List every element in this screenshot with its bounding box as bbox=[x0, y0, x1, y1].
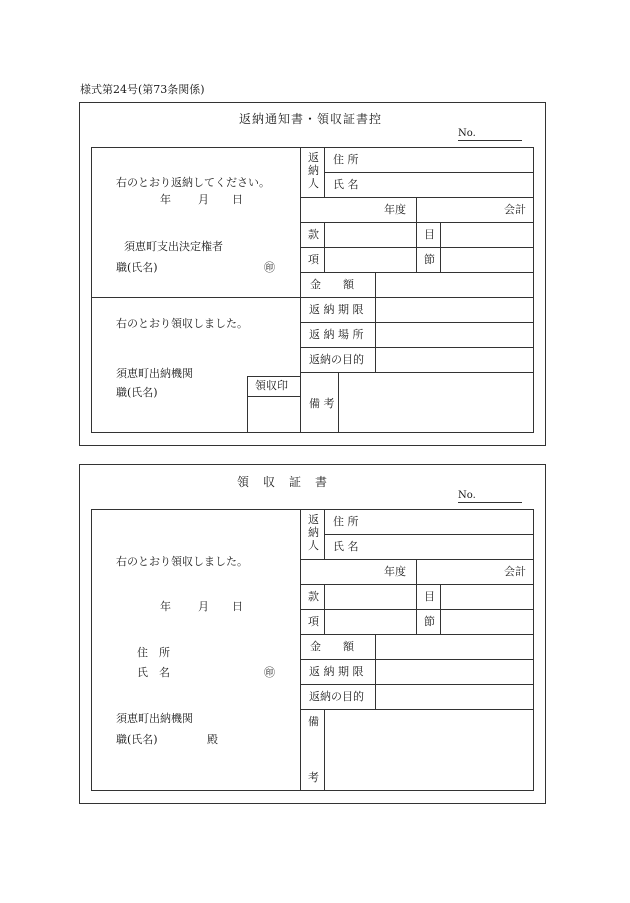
top-kaikei-label: 会計 bbox=[504, 203, 526, 216]
bottom-r-vsplit-moku bbox=[440, 584, 441, 634]
top-r-vsplit-mid bbox=[416, 197, 417, 272]
top-seal-box-left bbox=[247, 376, 248, 433]
top-henno-char3: 人 bbox=[308, 177, 319, 190]
bottom-r-vsplit-labels bbox=[375, 634, 376, 709]
top-receiver: 須恵町出納機関 bbox=[116, 367, 193, 380]
top-r-line2 bbox=[300, 197, 534, 198]
top-deadline-label: 返 納 期 限 bbox=[309, 303, 364, 316]
bottom-r-line8 bbox=[300, 709, 534, 710]
bottom-r-line5 bbox=[300, 634, 534, 635]
bottom-date-day: 日 bbox=[232, 600, 243, 613]
bottom-divider bbox=[300, 509, 301, 791]
top-issuer-title: 職(氏名) bbox=[116, 261, 158, 274]
top-seal-mark-icon: ㊞ bbox=[264, 261, 275, 274]
bottom-henno-char3: 人 bbox=[308, 539, 319, 552]
bottom-r-line4 bbox=[300, 609, 534, 610]
bottom-form-number-line bbox=[458, 502, 522, 503]
bottom-dono: 殿 bbox=[207, 733, 218, 746]
bottom-kaikei-label: 会計 bbox=[504, 565, 526, 578]
bottom-form-title: 領 収 証 書 bbox=[237, 475, 329, 489]
bottom-moku-label: 目 bbox=[424, 590, 435, 603]
top-henno-char1: 返 bbox=[308, 151, 319, 164]
top-r-line6 bbox=[300, 297, 534, 298]
top-receipt-text: 右のとおり領収しました。 bbox=[116, 317, 248, 330]
bottom-r-vsplit-kan bbox=[324, 584, 325, 634]
top-setsu-label: 節 bbox=[424, 253, 435, 266]
bottom-setsu-label: 節 bbox=[424, 615, 435, 628]
top-date-day: 日 bbox=[232, 193, 243, 206]
bottom-name-label: 氏 名 bbox=[333, 540, 359, 553]
top-receiver-title: 職(氏名) bbox=[116, 386, 158, 399]
top-r-line5 bbox=[300, 272, 534, 273]
top-r-line4 bbox=[300, 247, 534, 248]
top-seal-box-top bbox=[247, 376, 301, 377]
bottom-date-month: 月 bbox=[198, 600, 209, 613]
bottom-r-line3 bbox=[300, 584, 534, 585]
bottom-date-year: 年 bbox=[160, 600, 171, 613]
top-r-vsplit-moku bbox=[440, 222, 441, 272]
bottom-remarks-char1: 備 bbox=[308, 715, 319, 728]
bottom-henno-char1: 返 bbox=[308, 513, 319, 526]
bottom-nendo-label: 年度 bbox=[384, 565, 406, 578]
top-moku-label: 目 bbox=[424, 228, 435, 241]
bottom-payer-name-label: 氏 名 bbox=[137, 666, 170, 679]
top-r-vsplit-kan bbox=[324, 222, 325, 272]
top-r-vsplit-biko bbox=[338, 372, 339, 433]
bottom-kan-label: 款 bbox=[308, 590, 319, 603]
bottom-remarks-char2: 考 bbox=[308, 771, 319, 784]
top-r-line1 bbox=[324, 172, 534, 173]
top-r-line9 bbox=[300, 372, 534, 373]
top-place-label: 返 納 場 所 bbox=[309, 328, 364, 341]
top-purpose-label: 返納の目的 bbox=[309, 353, 364, 366]
bottom-receiver-title: 職(氏名) bbox=[116, 733, 158, 746]
top-amount-label: 金 額 bbox=[310, 278, 354, 291]
bottom-form-number-label: No. bbox=[458, 490, 476, 501]
top-remarks-label: 備 考 bbox=[309, 397, 335, 410]
bottom-amount-label: 金 額 bbox=[310, 640, 354, 653]
top-r-line8 bbox=[300, 347, 534, 348]
bottom-r-line7 bbox=[300, 684, 534, 685]
top-form-number-label: No. bbox=[458, 128, 476, 139]
bottom-r-line6 bbox=[300, 659, 534, 660]
top-kou-label: 項 bbox=[308, 253, 319, 266]
bottom-r-line1 bbox=[324, 534, 534, 535]
top-form-title: 返納通知書・領収証書控 bbox=[239, 112, 383, 126]
bottom-deadline-label: 返 納 期 限 bbox=[309, 665, 364, 678]
bottom-r-vsplit-biko bbox=[324, 709, 325, 791]
top-r-vsplit-labels bbox=[375, 272, 376, 372]
top-date-month: 月 bbox=[198, 193, 209, 206]
top-nendo-label: 年度 bbox=[384, 203, 406, 216]
bottom-receiver: 須恵町出納機関 bbox=[116, 712, 193, 725]
bottom-r-vsplit-mid bbox=[416, 559, 417, 634]
top-divider bbox=[300, 147, 301, 433]
form-label: 様式第24号(第73条関係) bbox=[80, 83, 205, 96]
top-issuer: 須恵町支出決定権者 bbox=[124, 240, 223, 253]
bottom-purpose-label: 返納の目的 bbox=[309, 690, 364, 703]
top-return-request-text: 右のとおり返納してください。 bbox=[116, 176, 270, 189]
top-kan-label: 款 bbox=[308, 228, 319, 241]
bottom-receipt-text: 右のとおり領収しました。 bbox=[116, 555, 248, 568]
bottom-seal-mark-icon: ㊞ bbox=[264, 666, 275, 679]
top-name-label: 氏 名 bbox=[333, 178, 359, 191]
top-date-year: 年 bbox=[160, 193, 171, 206]
top-henno-char2: 納 bbox=[308, 164, 319, 177]
bottom-r-vsplit-henno bbox=[324, 509, 325, 559]
top-address-label: 住 所 bbox=[333, 153, 359, 166]
top-left-split bbox=[91, 297, 301, 298]
bottom-payer-address-label: 住 所 bbox=[137, 646, 170, 659]
top-r-line7 bbox=[300, 322, 534, 323]
top-r-vsplit-henno bbox=[324, 147, 325, 197]
bottom-address-label: 住 所 bbox=[333, 515, 359, 528]
top-form-number-line bbox=[458, 140, 522, 141]
bottom-kou-label: 項 bbox=[308, 615, 319, 628]
top-r-line3 bbox=[300, 222, 534, 223]
top-receipt-seal-label: 領収印 bbox=[255, 379, 288, 392]
bottom-henno-char2: 納 bbox=[308, 526, 319, 539]
bottom-r-line2 bbox=[300, 559, 534, 560]
top-seal-box-mid bbox=[247, 396, 301, 397]
